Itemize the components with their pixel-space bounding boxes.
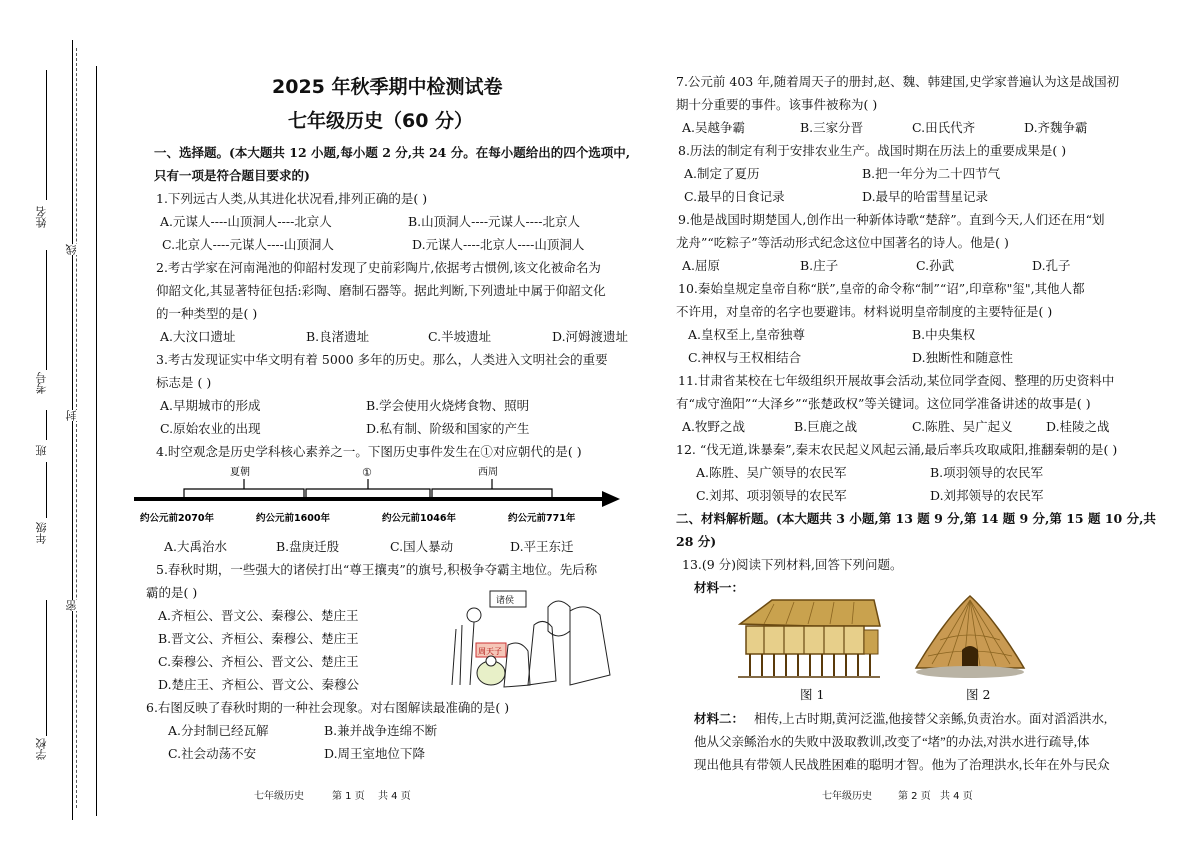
- q6-stem: 6.右图反映了春秋时期的一种社会现象。对右图解读最准确的是( ): [146, 700, 510, 715]
- q11-option-d[interactable]: D.桂陵之战: [1046, 419, 1110, 434]
- q11-option-b[interactable]: B.巨鹿之战: [794, 419, 858, 434]
- q8-option-d[interactable]: D.最早的哈雷彗星记录: [862, 189, 989, 204]
- q5-cartoon-illustration: [448, 585, 620, 689]
- timeline-t4: 约公元前771年: [508, 513, 576, 524]
- margin-line-left: [72, 40, 73, 820]
- q5-option-c[interactable]: C.秦穆公、齐桓公、晋文公、楚庄王: [158, 654, 359, 669]
- q12-option-d[interactable]: D.刘邦领导的农民军: [930, 488, 1044, 503]
- q1-option-d[interactable]: D.元谋人----北京人----山顶洞人: [412, 237, 585, 252]
- q9-option-a[interactable]: A.屈原: [682, 258, 721, 273]
- q10-option-d[interactable]: D.独断性和随意性: [912, 350, 1014, 365]
- q10-option-a[interactable]: A.皇权至上,皇帝独尊: [688, 327, 805, 342]
- footer-right-subject: 七年级历史: [822, 791, 872, 802]
- q12-option-b[interactable]: B.项羽领导的农民军: [930, 465, 1044, 480]
- q2-option-d[interactable]: D.河姆渡遗址: [552, 329, 629, 344]
- q6-option-c[interactable]: C.社会动荡不安: [168, 746, 257, 761]
- footer-left-subject: 七年级历史: [254, 791, 304, 802]
- q4-stem: 4.时空观念是历史学科核心素养之一。下图历史事件发生在①对应朝代的是( ): [156, 444, 582, 459]
- q13-material1-label: 材料一：: [694, 580, 745, 595]
- section2-heading-cont: 28 分): [676, 534, 717, 549]
- seal-mi: 密: [65, 600, 78, 611]
- exam-no-blank[interactable]: [46, 250, 47, 370]
- q4-option-d[interactable]: D.平王东迁: [510, 539, 574, 554]
- seal-xian: 线: [65, 244, 78, 255]
- timeline-arrow: [602, 491, 620, 507]
- footer-left-page: 第 1 页: [332, 791, 365, 802]
- q13-material2-label: 材料二：: [694, 711, 745, 726]
- q13-material2-line2: 他从父亲鲧治水的失败中汲取教训,改变了“堵”的办法,对洪水进行疏导,体: [694, 735, 1090, 749]
- q5-option-b[interactable]: B.晋文公、齐桓公、秦穆公、楚庄王: [158, 631, 359, 646]
- name-label: 姓名: [35, 206, 48, 228]
- q12-stem: 12. “伐无道,诛暴秦”,秦末农民起义风起云涌,最后率兵攻取咸阳,推翻秦朝的是( ): [676, 442, 1118, 457]
- q13-material2-line3: 现出他具有带领人民战胜困难的聪明才智。他为了治理洪水,长年在外与民众: [694, 758, 1110, 772]
- q2-stem-2: 仰韶文化,其显著特征包括:彩陶、磨制石器等。据此判断,下列遗址中属于仰韶文化: [156, 283, 606, 298]
- q2-stem-1: 2.考古学家在河南渑池的仰韶村发现了史前彩陶片,依据考古惯例,该文化被命名为: [156, 260, 601, 275]
- section1-heading-cont: 只有一项是符合题目要求的): [154, 168, 310, 183]
- q9-stem-2: 龙舟”“吃粽子”等活动形式纪念这位中国著名的诗人。他是( ): [676, 235, 1009, 250]
- q8-option-b[interactable]: B.把一年分为二十四节气: [862, 166, 1001, 181]
- timeline-t1: 约公元前2070年: [140, 513, 214, 524]
- section1-heading: 一、选择题。(本大题共 12 小题,每小题 2 分,共 24 分。在每小题给出的四个选项中,: [154, 145, 631, 160]
- q7-stem-2: 期十分重要的事件。该事件被称为( ): [676, 97, 878, 112]
- q2-option-a[interactable]: A.大汶口遗址: [160, 329, 236, 344]
- q9-stem-1: 9.他是战国时期楚国人,创作出一种新体诗歌“楚辞”。直到今天,人们还在用“划: [678, 212, 1105, 227]
- q3-option-d[interactable]: D.私有制、阶级和国家的产生: [366, 421, 530, 436]
- q5-stem-2: 霸的是( ): [146, 585, 198, 600]
- q7-option-a[interactable]: A.吴越争霸: [682, 120, 746, 135]
- school-blank[interactable]: [46, 600, 47, 736]
- q13-figure2-hut: [912, 594, 1028, 680]
- q1-option-a[interactable]: A.元谋人----山顶洞人----北京人: [160, 214, 332, 229]
- q8-option-a[interactable]: A.制定了夏历: [684, 166, 760, 181]
- footer-right-total: 共 4 页: [940, 791, 973, 802]
- grade-label: 年级: [35, 522, 48, 544]
- q4-timeline-figure: [132, 463, 622, 531]
- class-blank[interactable]: [46, 410, 47, 440]
- q3-stem-1: 3.考古发现证实中华文明有着 5000 多年的历史。那么，人类进入文明社会的重要: [156, 352, 608, 367]
- q5-stem-1: 5.春秋时期，一些强大的诸侯打出“尊王攘夷”的旗号,积极争夺霸主地位。先后称: [156, 562, 598, 577]
- name-blank[interactable]: [46, 70, 47, 200]
- q3-stem-2: 标志是 ( ): [156, 375, 212, 390]
- q13-fig2-caption: 图 2: [966, 687, 991, 702]
- footer-right-page: 第 2 页: [898, 791, 931, 802]
- q6-option-d[interactable]: D.周王室地位下降: [324, 746, 426, 761]
- q8-stem: 8.历法的制定有利于安排农业生产。战国时期在历法上的重要成果是( ): [678, 143, 1067, 158]
- q10-option-b[interactable]: B.中央集权: [912, 327, 976, 342]
- school-label: 学校: [35, 738, 48, 760]
- q10-stem-1: 10.秦始皇规定皇帝自称“朕”,皇帝的命令称“制”“诏”,印章称"玺",其他人都: [678, 281, 1085, 296]
- exam-no-label: 考号: [35, 372, 48, 394]
- q3-option-c[interactable]: C.原始农业的出现: [160, 421, 261, 436]
- timeline-circle: ①: [362, 466, 372, 479]
- q4-option-b[interactable]: B.盘庚迁殷: [276, 539, 340, 554]
- class-label: 班: [35, 445, 48, 456]
- q9-option-b[interactable]: B.庄子: [800, 258, 839, 273]
- footer-left-total: 共 4 页: [378, 791, 411, 802]
- q3-option-a[interactable]: A.早期城市的形成: [160, 398, 261, 413]
- cartoon-tag2: 周天子: [478, 647, 502, 656]
- q13-stem: 13.(9 分)阅读下列材料,回答下列问题。: [682, 557, 903, 572]
- q13-material2-line1: 相传,上古时期,黄河泛滥,他接替父亲鲧,负责治水。面对滔滔洪水,: [754, 712, 1108, 726]
- grade-blank[interactable]: [46, 462, 47, 518]
- timeline-t2: 约公元前1600年: [256, 513, 330, 524]
- seal-dash-line: [76, 48, 77, 808]
- q13-fig1-caption: 图 1: [800, 687, 825, 702]
- page-subtitle: 七年级历史（60 分）: [288, 110, 474, 132]
- q7-stem-1: 7.公元前 403 年,随着周天子的册封,赵、魏、韩建国,史学家普遍认为这是战国初: [676, 74, 1120, 89]
- q2-option-b[interactable]: B.良渚遗址: [306, 329, 370, 344]
- q8-option-c[interactable]: C.最早的日食记录: [684, 189, 785, 204]
- q9-option-d[interactable]: D.孔子: [1032, 258, 1071, 273]
- q7-option-b[interactable]: B.三家分晋: [800, 120, 864, 135]
- cartoon-tag1: 诸侯: [496, 596, 515, 606]
- q5-option-d[interactable]: D.楚庄王、齐桓公、晋文公、秦穆公: [158, 677, 360, 692]
- q2-stem-3: 的一种类型的是( ): [156, 306, 258, 321]
- q2-option-c[interactable]: C.半坡遗址: [428, 329, 492, 344]
- section2-heading: 二、材料解析题。(本大题共 3 小题,第 13 题 9 分,第 14 题 9 分,第 15 题 10 分,共: [676, 511, 1156, 526]
- q6-option-a[interactable]: A.分封制已经瓦解: [168, 723, 269, 738]
- page-title: 2025 年秋季期中检测试卷: [272, 76, 503, 98]
- timeline-t3: 约公元前1046年: [382, 513, 456, 524]
- q11-option-c[interactable]: C.陈胜、吴广起义: [912, 419, 1013, 434]
- q4-option-c[interactable]: C.国人暴动: [390, 539, 454, 554]
- q12-option-a[interactable]: A.陈胜、吴广领导的农民军: [696, 465, 847, 480]
- q11-stem-1: 11.甘肃省某校在七年级组织开展故事会活动,某位同学查阅、整理的历史资料中: [678, 373, 1115, 388]
- margin-line-right: [96, 66, 97, 816]
- q13-figure1-stilt-house: [734, 596, 884, 680]
- q3-option-b[interactable]: B.学会使用火烧烤食物、照明: [366, 398, 530, 413]
- q7-option-c[interactable]: C.田氏代齐: [912, 120, 976, 135]
- q6-option-b[interactable]: B.兼并战争连绵不断: [324, 723, 438, 738]
- seal-feng: 封: [65, 410, 78, 421]
- q11-option-a[interactable]: A.牧野之战: [682, 419, 746, 434]
- q5-option-a[interactable]: A.齐桓公、晋文公、秦穆公、楚庄王: [158, 608, 359, 623]
- q1-option-c[interactable]: C.北京人----元谋人----山顶洞人: [162, 237, 334, 252]
- q1-stem: 1.下列远古人类,从其进化状况看,排列正确的是( ): [156, 191, 428, 206]
- q1-option-b[interactable]: B.山顶洞人----元谋人----北京人: [408, 214, 580, 229]
- q7-option-d[interactable]: D.齐魏争霸: [1024, 120, 1088, 135]
- q10-option-c[interactable]: C.神权与王权相结合: [688, 350, 802, 365]
- q12-option-c[interactable]: C.刘邦、项羽领导的农民军: [696, 488, 847, 503]
- q4-option-a[interactable]: A.大禹治水: [164, 539, 228, 554]
- timeline-xia: 夏朝: [230, 467, 250, 478]
- q10-stem-2: 不许用，对皇帝的名字也要避讳。材料说明皇帝制度的主要特征是( ): [676, 304, 1053, 319]
- timeline-xizhou: 西周: [478, 467, 498, 478]
- q11-stem-2: 有“成守渔阳”“大泽乡”“张楚政权”等关键词。这位同学准备讲述的故事是( ): [676, 396, 1091, 411]
- q9-option-c[interactable]: C.孙武: [916, 258, 955, 273]
